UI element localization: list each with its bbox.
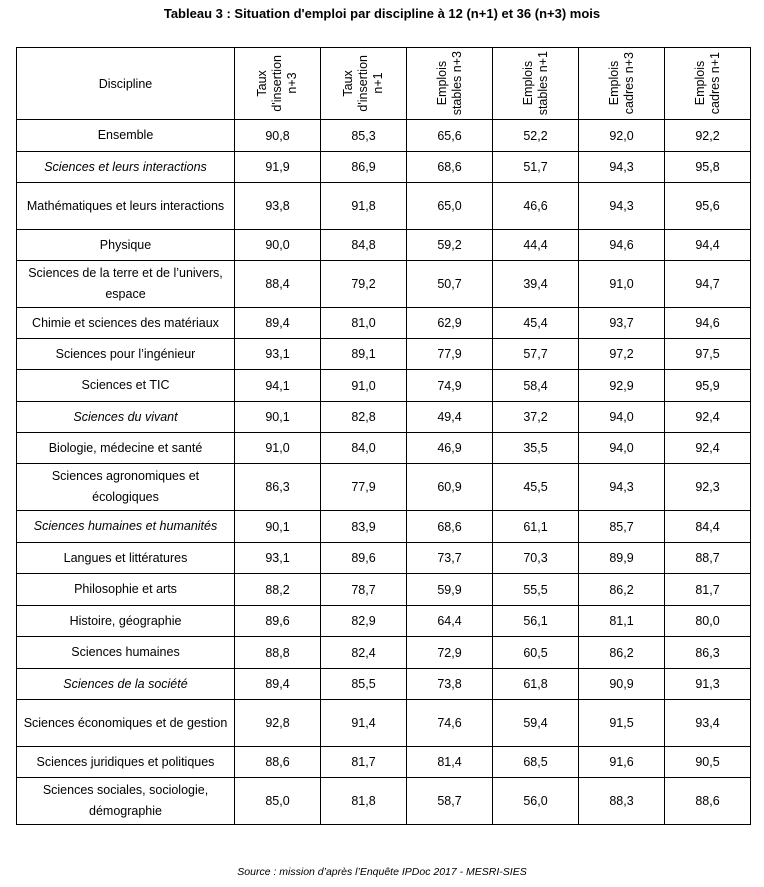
value-cell: 91,0 — [579, 261, 665, 308]
value-cell: 84,0 — [321, 433, 407, 464]
value-cell: 94,1 — [235, 370, 321, 402]
table-row — [17, 230, 751, 261]
discipline-cell: Sciences juridiques et politiques — [17, 747, 235, 778]
value-cell: 68,6 — [407, 152, 493, 183]
value-cell: 81,8 — [321, 778, 407, 825]
value-cell: 88,6 — [235, 747, 321, 778]
value-cell: 74,9 — [407, 370, 493, 402]
value-cell: 81,4 — [407, 747, 493, 778]
value-cell: 39,4 — [493, 261, 579, 308]
value-cell: 92,4 — [665, 433, 751, 464]
value-cell: 93,7 — [579, 308, 665, 339]
value-cell: 92,8 — [235, 700, 321, 747]
value-cell: 91,9 — [235, 152, 321, 183]
table-body — [17, 120, 751, 825]
value-cell: 92,4 — [665, 402, 751, 433]
value-cell: 88,7 — [665, 543, 751, 574]
value-cell: 79,2 — [321, 261, 407, 308]
value-cell: 91,3 — [665, 669, 751, 700]
table-title: Tableau 3 : Situation d'emploi par discipline à 12 (n+1) et 36 (n+3) mois — [163, 6, 601, 21]
column-header-line: Taux — [341, 70, 355, 97]
table-row — [17, 464, 751, 511]
table-row — [17, 370, 751, 402]
value-cell: 88,2 — [235, 574, 321, 606]
value-cell: 93,8 — [235, 183, 321, 230]
value-cell: 91,4 — [321, 700, 407, 747]
column-header — [321, 48, 407, 120]
value-cell: 84,8 — [321, 230, 407, 261]
column-header-line: Emplois — [606, 61, 621, 106]
value-cell: 92,0 — [579, 120, 665, 152]
value-cell: 88,4 — [235, 261, 321, 308]
value-cell: 37,2 — [493, 402, 579, 433]
table-row — [17, 574, 751, 606]
column-header-line: cadres n+3 — [621, 52, 636, 115]
value-cell: 84,4 — [665, 511, 751, 543]
column-header-label — [341, 55, 386, 112]
value-cell: 90,5 — [665, 747, 751, 778]
value-cell: 77,9 — [321, 464, 407, 511]
value-cell: 90,1 — [235, 402, 321, 433]
value-cell: 88,8 — [235, 637, 321, 669]
value-cell: 70,3 — [493, 543, 579, 574]
value-cell: 64,4 — [407, 606, 493, 637]
discipline-cell: Sciences et TIC — [17, 370, 235, 402]
value-cell: 72,9 — [407, 637, 493, 669]
discipline-cell: Sciences sociales, sociologie, démographie — [17, 778, 235, 825]
discipline-cell: Sciences humaines et humanités — [17, 511, 235, 543]
value-cell: 45,5 — [493, 464, 579, 511]
column-header — [493, 48, 579, 120]
value-cell: 73,8 — [407, 669, 493, 700]
discipline-cell: Biologie, médecine et santé — [17, 433, 235, 464]
value-cell: 90,9 — [579, 669, 665, 700]
value-cell: 78,7 — [321, 574, 407, 606]
discipline-cell: Sciences agronomiques et écologiques — [17, 464, 235, 511]
table-row — [17, 339, 751, 370]
value-cell: 95,6 — [665, 183, 751, 230]
value-cell: 82,9 — [321, 606, 407, 637]
value-cell: 65,6 — [407, 120, 493, 152]
value-cell: 82,8 — [321, 402, 407, 433]
value-cell: 45,4 — [493, 308, 579, 339]
value-cell: 59,9 — [407, 574, 493, 606]
value-cell: 94,0 — [579, 402, 665, 433]
table-row — [17, 747, 751, 778]
discipline-cell: Sciences et leurs interactions — [17, 152, 235, 183]
column-header-label — [255, 55, 300, 112]
table-row — [17, 543, 751, 574]
value-cell: 89,4 — [235, 669, 321, 700]
value-cell: 74,6 — [407, 700, 493, 747]
column-header-line: Emplois — [520, 61, 535, 106]
discipline-cell: Sciences économiques et de gestion — [17, 700, 235, 747]
value-cell: 90,0 — [235, 230, 321, 261]
value-cell: 58,7 — [407, 778, 493, 825]
value-cell: 88,6 — [665, 778, 751, 825]
column-header-line: Emplois — [434, 61, 449, 106]
value-cell: 61,8 — [493, 669, 579, 700]
table-row — [17, 700, 751, 747]
value-cell: 50,7 — [407, 261, 493, 308]
value-cell: 89,6 — [321, 543, 407, 574]
value-cell: 81,0 — [321, 308, 407, 339]
value-cell: 91,8 — [321, 183, 407, 230]
value-cell: 83,9 — [321, 511, 407, 543]
table-row — [17, 308, 751, 339]
column-header-line: Taux — [255, 70, 269, 97]
value-cell: 93,1 — [235, 339, 321, 370]
column-header-line: cadres n+1 — [707, 52, 722, 115]
value-cell: 82,4 — [321, 637, 407, 669]
value-cell: 91,5 — [579, 700, 665, 747]
table-row — [17, 261, 751, 308]
value-cell: 91,0 — [235, 433, 321, 464]
column-header-label — [607, 52, 637, 114]
value-cell: 59,2 — [407, 230, 493, 261]
column-header-label — [435, 51, 465, 115]
value-cell: 85,3 — [321, 120, 407, 152]
value-cell: 92,3 — [665, 464, 751, 511]
discipline-cell: Mathématiques et leurs interactions — [17, 183, 235, 230]
table-row — [17, 778, 751, 825]
value-cell: 95,8 — [665, 152, 751, 183]
column-header-line: d'insertion — [356, 55, 370, 112]
column-header — [665, 48, 751, 120]
column-header-line: Emplois — [692, 61, 707, 106]
table-row — [17, 669, 751, 700]
value-cell: 86,9 — [321, 152, 407, 183]
table-row — [17, 433, 751, 464]
value-cell: 97,5 — [665, 339, 751, 370]
value-cell: 89,1 — [321, 339, 407, 370]
discipline-cell: Histoire, géographie — [17, 606, 235, 637]
table-row — [17, 637, 751, 669]
discipline-cell: Ensemble — [17, 120, 235, 152]
column-header — [235, 48, 321, 120]
value-cell: 94,6 — [665, 308, 751, 339]
value-cell: 77,9 — [407, 339, 493, 370]
column-header — [579, 48, 665, 120]
discipline-cell: Sciences de la terre et de l’univers, espace — [17, 261, 235, 308]
value-cell: 94,6 — [579, 230, 665, 261]
value-cell: 86,3 — [665, 637, 751, 669]
column-header-discipline: Discipline — [17, 48, 235, 120]
value-cell: 89,4 — [235, 308, 321, 339]
value-cell: 89,9 — [579, 543, 665, 574]
value-cell: 56,0 — [493, 778, 579, 825]
table-row — [17, 183, 751, 230]
column-header-label — [693, 52, 723, 114]
value-cell: 46,6 — [493, 183, 579, 230]
value-cell: 93,1 — [235, 543, 321, 574]
value-cell: 58,4 — [493, 370, 579, 402]
discipline-cell: Sciences de la société — [17, 669, 235, 700]
value-cell: 46,9 — [407, 433, 493, 464]
discipline-cell: Sciences du vivant — [17, 402, 235, 433]
value-cell: 81,1 — [579, 606, 665, 637]
value-cell: 68,6 — [407, 511, 493, 543]
value-cell: 73,7 — [407, 543, 493, 574]
value-cell: 81,7 — [665, 574, 751, 606]
value-cell: 94,7 — [665, 261, 751, 308]
source-note: Source : mission d’après l’Enquête IPDoc 2017 - MESRI-SIES — [237, 866, 527, 878]
column-header — [407, 48, 493, 120]
value-cell: 94,3 — [579, 152, 665, 183]
value-cell: 90,8 — [235, 120, 321, 152]
value-cell: 91,0 — [321, 370, 407, 402]
value-cell: 86,3 — [235, 464, 321, 511]
value-cell: 86,2 — [579, 637, 665, 669]
value-cell: 94,3 — [579, 464, 665, 511]
value-cell: 94,0 — [579, 433, 665, 464]
value-cell: 60,5 — [493, 637, 579, 669]
table-row — [17, 511, 751, 543]
value-cell: 61,1 — [493, 511, 579, 543]
value-cell: 60,9 — [407, 464, 493, 511]
value-cell: 92,9 — [579, 370, 665, 402]
value-cell: 57,7 — [493, 339, 579, 370]
column-header-line: n+3 — [285, 72, 299, 95]
value-cell: 85,7 — [579, 511, 665, 543]
value-cell: 85,5 — [321, 669, 407, 700]
value-cell: 81,7 — [321, 747, 407, 778]
employment-table — [16, 47, 751, 825]
value-cell: 91,6 — [579, 747, 665, 778]
value-cell: 65,0 — [407, 183, 493, 230]
discipline-cell: Langues et littératures — [17, 543, 235, 574]
value-cell: 93,4 — [665, 700, 751, 747]
column-header-line: d'insertion — [270, 55, 284, 112]
table-row — [17, 606, 751, 637]
value-cell: 52,2 — [493, 120, 579, 152]
value-cell: 89,6 — [235, 606, 321, 637]
value-cell: 59,4 — [493, 700, 579, 747]
value-cell: 56,1 — [493, 606, 579, 637]
value-cell: 51,7 — [493, 152, 579, 183]
value-cell: 88,3 — [579, 778, 665, 825]
value-cell: 44,4 — [493, 230, 579, 261]
value-cell: 62,9 — [407, 308, 493, 339]
value-cell: 80,0 — [665, 606, 751, 637]
column-header-line: stables n+1 — [535, 51, 550, 116]
value-cell: 55,5 — [493, 574, 579, 606]
discipline-cell: Philosophie et arts — [17, 574, 235, 606]
value-cell: 49,4 — [407, 402, 493, 433]
header-row — [17, 48, 751, 120]
value-cell: 94,3 — [579, 183, 665, 230]
value-cell: 90,1 — [235, 511, 321, 543]
value-cell: 94,4 — [665, 230, 751, 261]
table-row — [17, 120, 751, 152]
table-row — [17, 152, 751, 183]
value-cell: 86,2 — [579, 574, 665, 606]
discipline-cell: Chimie et sciences des matériaux — [17, 308, 235, 339]
value-cell: 85,0 — [235, 778, 321, 825]
column-header-line: n+1 — [371, 72, 385, 95]
value-cell: 95,9 — [665, 370, 751, 402]
value-cell: 97,2 — [579, 339, 665, 370]
value-cell: 35,5 — [493, 433, 579, 464]
table-row — [17, 402, 751, 433]
column-header-label — [521, 51, 551, 115]
discipline-cell: Sciences pour l’ingénieur — [17, 339, 235, 370]
discipline-cell: Physique — [17, 230, 235, 261]
discipline-cell: Sciences humaines — [17, 637, 235, 669]
value-cell: 68,5 — [493, 747, 579, 778]
column-header-line: stables n+3 — [449, 51, 464, 116]
value-cell: 92,2 — [665, 120, 751, 152]
